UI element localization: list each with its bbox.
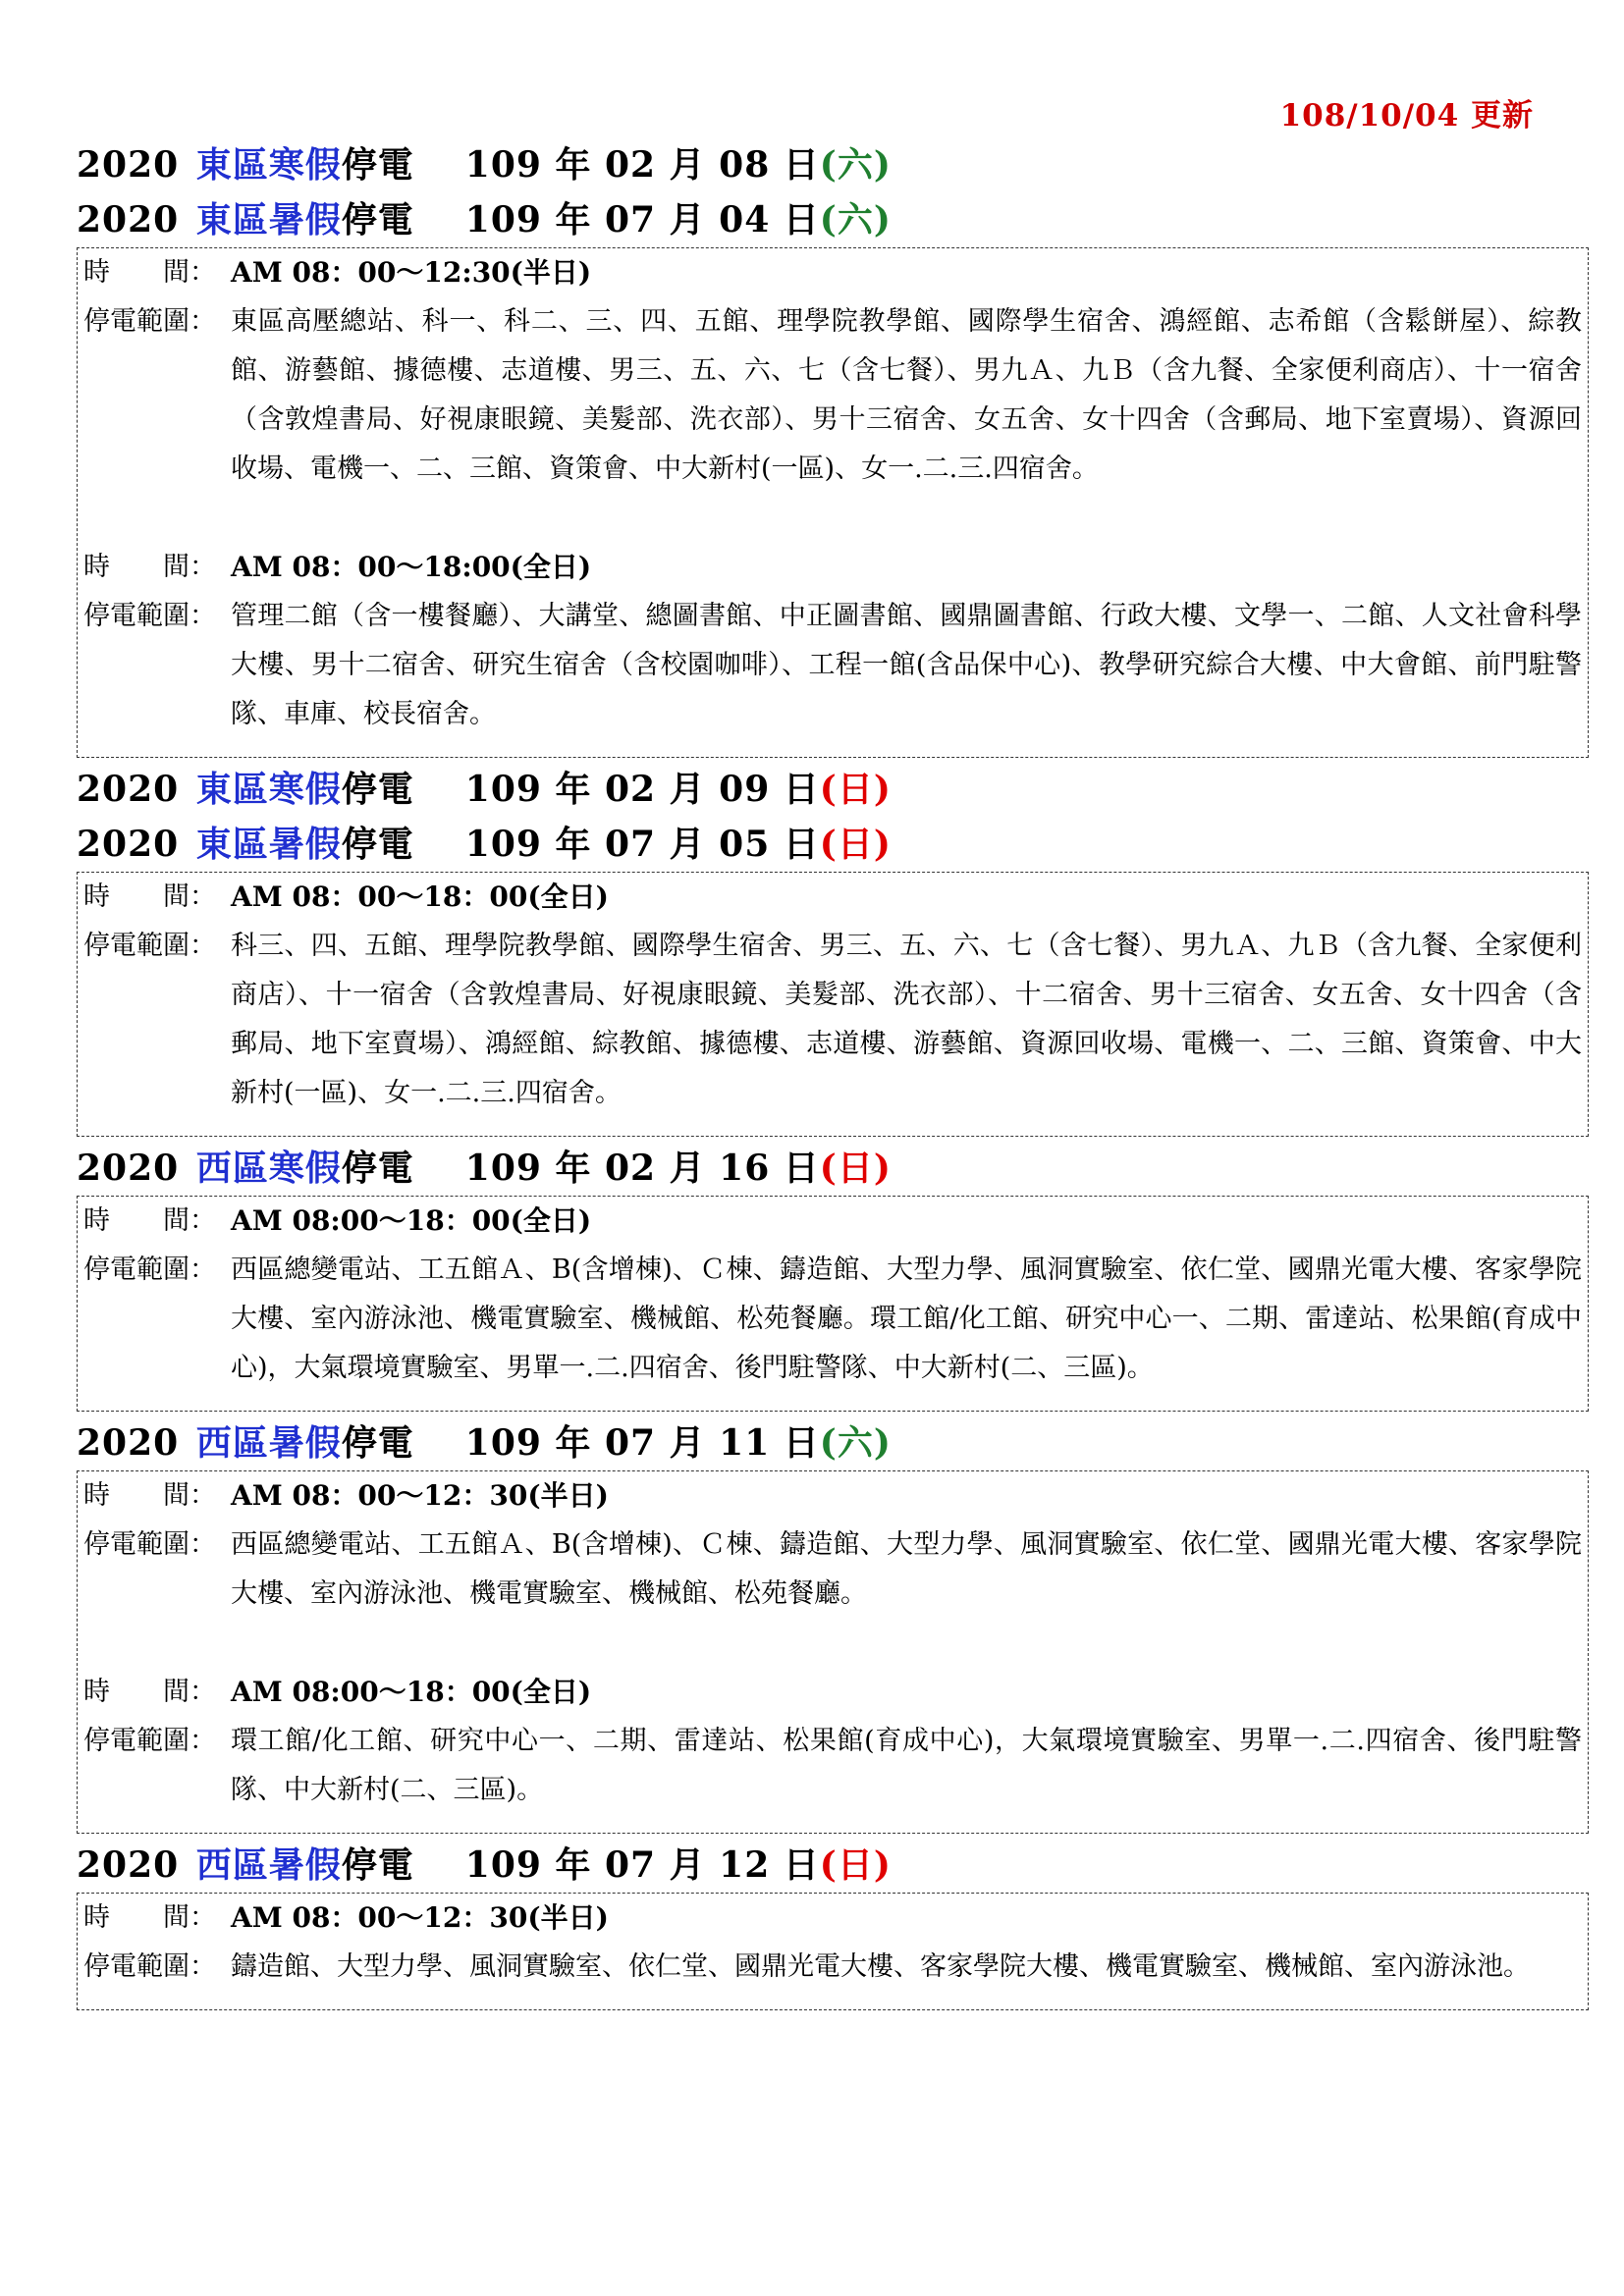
heading-suffix: 停電	[341, 199, 414, 240]
time-value: AM 08：00～18:00(全日)	[231, 551, 592, 583]
time-value: AM 08：00～12:30(半日)	[231, 256, 592, 289]
heading-weekday: (六)	[819, 1422, 892, 1464]
range-value: 西區總變電站、工五館Ａ、B(含增棟)、Ｃ棟、鑄造館、大型力學、風洞實驗室、依仁堂、國鼎光電大樓、客家學院大樓、室內游泳池、機電實驗室、機械館、松苑餐廳。環工館/化工館、研究中心一、二期、雷達站、松果館(育成中心)，大氣環境實驗室、男單一.二.四宿舍、後門駐警隊、中大新村(二、三區)。	[231, 1255, 1582, 1383]
range-label: 停電範圍：	[83, 1529, 216, 1560]
outage-detail-box	[77, 247, 1589, 758]
range-value: 鑄造館、大型力學、風洞實驗室、依仁堂、國鼎光電大樓、客家學院大樓、機電實驗室、機械館、室內游泳池。	[231, 1951, 1530, 1982]
update-note: 108/10/04 更新	[1279, 98, 1534, 133]
range-label: 停電範圍：	[83, 1726, 216, 1756]
time-row	[83, 873, 1582, 922]
section-heading	[77, 1141, 1589, 1196]
heading-suffix: 停電	[341, 769, 414, 810]
time-label: 時 間：	[83, 881, 216, 912]
section-west-0712	[77, 1838, 1589, 2010]
heading-date: 109 年 02 月 16 日	[464, 1148, 820, 1189]
time-label: 時 間：	[83, 552, 216, 582]
time-row	[83, 1894, 1582, 1943]
time-row	[83, 1197, 1582, 1246]
section-heading	[77, 817, 1589, 872]
heading-weekday: (日)	[819, 769, 892, 810]
range-row	[83, 1943, 1582, 1992]
heading-area: 東區暑假	[195, 199, 342, 240]
heading-weekday: (日)	[819, 1148, 892, 1189]
section-west-0216	[77, 1141, 1589, 1412]
outage-detail-box	[77, 872, 1589, 1137]
time-row	[83, 1471, 1582, 1521]
time-value: AM 08:00～18：00(全日)	[231, 1676, 592, 1708]
range-row	[83, 922, 1582, 1118]
heading-area: 西區寒假	[195, 1148, 342, 1189]
time-label: 時 間：	[83, 1677, 216, 1707]
time-label: 時 間：	[83, 257, 216, 288]
range-label: 停電範圍：	[83, 306, 216, 337]
range-label: 停電範圍：	[83, 1255, 216, 1285]
time-value: AM 08：00～18：00(全日)	[231, 881, 609, 913]
range-value: 東區高壓總站、科一、科二、三、四、五館、理學院教學館、國際學生宿舍、鴻經館、志希館（含鬆餅屋）、綜教館、游藝館、據德樓、志道樓、男三、五、六、七（含七餐）、男九Ａ、九Ｂ（含九餐、全家便利商店）、十一宿舍（含敦煌書局、好視康眼鏡、美髮部、洗衣部）、男十三宿舍、女五舍、女十四舍（含郵局、地下室賣場）、資源回收場、電機一、二、三館、資策會、中大新村(一區)、女一.二.三.四宿舍。	[231, 306, 1582, 484]
heading-area: 西區暑假	[195, 1844, 342, 1886]
section-west-0711	[77, 1415, 1589, 1834]
range-label: 停電範圍：	[83, 931, 216, 961]
heading-suffix: 停電	[341, 1844, 414, 1886]
heading-year: 2020	[77, 1844, 180, 1886]
heading-area: 東區寒假	[195, 769, 342, 810]
range-row	[83, 1717, 1582, 1815]
time-value: AM 08：00～12：30(半日)	[231, 1901, 609, 1934]
time-label: 時 間：	[83, 1480, 216, 1511]
heading-weekday: (六)	[819, 144, 892, 186]
heading-date: 109 年 07 月 04 日	[464, 199, 820, 240]
outage-detail-box	[77, 1893, 1589, 2010]
range-row	[83, 592, 1582, 739]
time-label: 時 間：	[83, 1902, 216, 1933]
heading-area: 東區暑假	[195, 824, 342, 865]
range-value: 西區總變電站、工五館Ａ、B(含增棟)、Ｃ棟、鑄造館、大型力學、風洞實驗室、依仁堂、國鼎光電大樓、客家學院大樓、室內游泳池、機電實驗室、機械館、松苑餐廳。	[231, 1529, 1582, 1609]
range-value: 環工館/化工館、研究中心一、二期、雷達站、松果館(育成中心)，大氣環境實驗室、男單一.二.四宿舍、後門駐警隊、中大新村(二、三區)。	[231, 1726, 1582, 1805]
section-heading	[77, 1415, 1589, 1470]
heading-weekday: (日)	[819, 824, 892, 865]
section-heading	[77, 137, 1589, 192]
heading-year: 2020	[77, 199, 180, 240]
heading-year: 2020	[77, 1422, 180, 1464]
heading-area: 西區暑假	[195, 1422, 342, 1464]
range-row	[83, 297, 1582, 494]
range-value: 科三、四、五館、理學院教學館、國際學生宿舍、男三、五、六、七（含七餐）、男九Ａ、九Ｂ（含九餐、全家便利商店）、十一宿舍（含敦煌書局、好視康眼鏡、美髮部、洗衣部）、十二宿舍、男十三宿舍、女五舍、女十四舍（含郵局、地下室賣場）、鴻經館、綜教館、據德樓、志道樓、游藝館、資源回收場、電機一、二、三館、資策會、中大新村(一區)、女一.二.三.四宿舍。	[231, 931, 1582, 1108]
heading-year: 2020	[77, 1148, 180, 1189]
heading-date: 109 年 07 月 11 日	[464, 1422, 820, 1464]
outage-schedule	[77, 137, 1589, 2014]
range-row	[83, 1246, 1582, 1393]
heading-date: 109 年 02 月 08 日	[464, 144, 820, 186]
range-label: 停電範圍：	[83, 601, 216, 631]
time-value: AM 08:00～18：00(全日)	[231, 1204, 592, 1237]
outage-detail-box	[77, 1196, 1589, 1412]
time-row	[83, 543, 1582, 592]
heading-suffix: 停電	[341, 824, 414, 865]
range-label: 停電範圍：	[83, 1951, 216, 1982]
heading-date: 109 年 07 月 12 日	[464, 1844, 820, 1886]
range-value: 管理二館（含一樓餐廳）、大講堂、總圖書館、中正圖書館、國鼎圖書館、行政大樓、文學一、二館、人文社會科學大樓、男十二宿舍、研究生宿舍（含校園咖啡）、工程一館(含品保中心)、教學研究綜合大樓、中大會館、前門駐警隊、車庫、校長宿舍。	[231, 601, 1582, 729]
heading-date: 109 年 07 月 05 日	[464, 824, 820, 865]
range-row	[83, 1521, 1582, 1619]
section-heading	[77, 1838, 1589, 1893]
heading-year: 2020	[77, 824, 180, 865]
time-row	[83, 1668, 1582, 1717]
heading-suffix: 停電	[341, 1422, 414, 1464]
time-value: AM 08：00～12：30(半日)	[231, 1479, 609, 1512]
heading-area: 東區寒假	[195, 144, 342, 186]
heading-suffix: 停電	[341, 144, 414, 186]
heading-date: 109 年 02 月 09 日	[464, 769, 820, 810]
outage-detail-box	[77, 1470, 1589, 1834]
heading-year: 2020	[77, 144, 180, 186]
heading-weekday: (六)	[819, 199, 892, 240]
section-heading	[77, 762, 1589, 817]
heading-year: 2020	[77, 769, 180, 810]
time-label: 時 間：	[83, 1205, 216, 1236]
section-east-0209-0705	[77, 762, 1589, 1137]
section-heading	[77, 192, 1589, 247]
time-row	[83, 248, 1582, 297]
heading-suffix: 停電	[341, 1148, 414, 1189]
section-east-0208-0704	[77, 137, 1589, 758]
heading-weekday: (日)	[819, 1844, 892, 1886]
